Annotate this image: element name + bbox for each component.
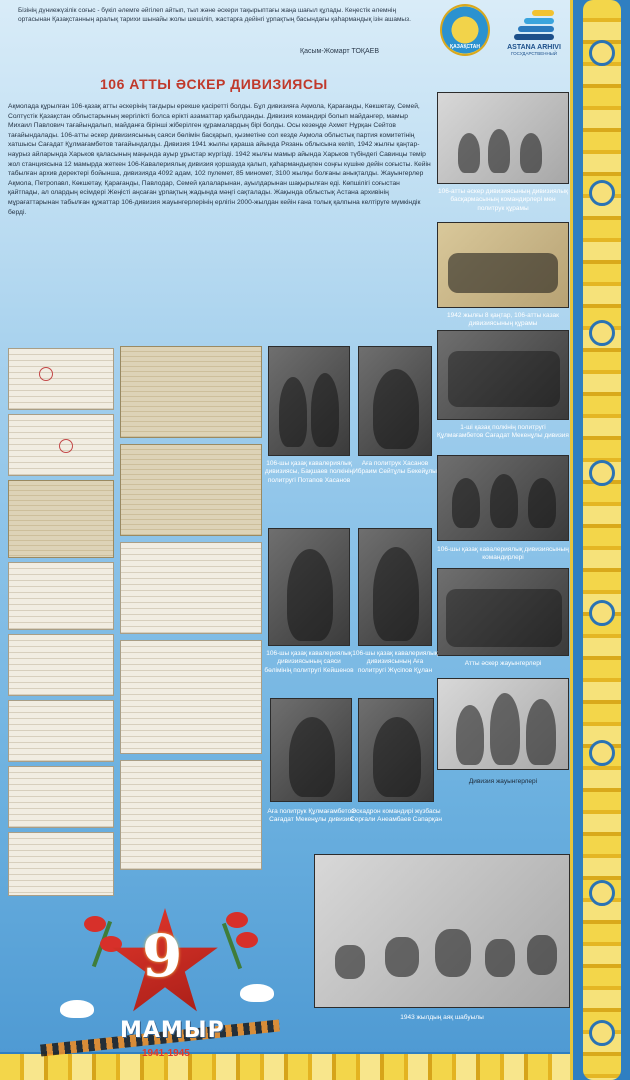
dove-icon: [60, 1000, 94, 1018]
archive-logo: [500, 6, 568, 72]
victory-day-number: 9: [142, 922, 183, 990]
document-scan-6: [8, 700, 114, 762]
photo-group-politruks: [437, 330, 569, 420]
caption-group-politruks: 1-ші қазақ полкінің политругі Құлмағамбетов Сағадат Мекенұлы дивизия: [437, 424, 569, 440]
photo-cavalry-soldiers: [437, 568, 569, 656]
caption-division-soldiers: Дивизия жауынгерлері: [468, 778, 538, 785]
caption-commanders: 106-шы қазақ кавалериялық дивизиясының командирлері: [437, 546, 569, 562]
photo-aneambaev: [358, 698, 434, 802]
document-scan-12: [120, 640, 262, 754]
document-scan-1: [8, 348, 114, 410]
document-scan-2: [8, 414, 114, 476]
victory-day-emblem: [40, 900, 280, 1070]
caption-zhusipov: 106-шы қазақ кавалериялық дивизиясының Аға политругі Жүсіпов Құлан: [352, 650, 438, 674]
ornament-motif: [589, 600, 615, 626]
archive-logo-icon: [514, 6, 554, 42]
ornament-motif: [589, 880, 615, 906]
page-title: 106 АТТЫ ӘСКЕР ДИВИЗИЯСЫ: [100, 76, 328, 92]
photo-keishenov: [268, 528, 350, 646]
document-scan-3: [8, 480, 114, 558]
caption-cavalry-soldiers: Атты әскер жауынгерлері: [464, 660, 542, 667]
photo-potapov: [268, 346, 350, 456]
caption-khasanov: Аға политрук Хасанов Ибраим Сейтұлы Бекейұлы: [353, 460, 437, 476]
caption-aneambaev: Эскадрон командирі жүзбасы Серғали Анеамбаев Сапарқан: [350, 808, 442, 824]
national-emblem: [440, 4, 490, 56]
document-scan-5: [8, 634, 114, 696]
carnation-icon: [84, 916, 106, 932]
caption-division-1942: 1942 жылғы 8 қаңтар, 106-атты казак дивизиясының құрамы: [446, 312, 560, 328]
photo-division-command: [437, 92, 569, 184]
archive-logo-name: ASTANA ARHIVI: [507, 44, 561, 51]
ornament-motif: [589, 40, 615, 66]
archive-logo-subtitle: ГОСУДАРСТВЕННЫЙ: [510, 51, 557, 56]
photo-khasanov: [358, 346, 432, 456]
photo-division-soldiers: [437, 678, 569, 770]
photo-kulmagambetov: [270, 698, 352, 802]
ornament-band: [583, 0, 621, 1080]
photo-commanders: [437, 455, 569, 541]
carnation-icon: [236, 932, 258, 948]
document-scan-11: [120, 542, 262, 634]
document-scan-7: [8, 766, 114, 828]
dove-icon: [240, 984, 274, 1002]
document-scan-4: [8, 562, 114, 630]
ornament-motif: [589, 1020, 615, 1046]
ornament-motif: [589, 740, 615, 766]
document-scan-10: [120, 444, 262, 536]
document-scan-9: [120, 346, 262, 438]
caption-division-command: 106-атты әскер дивизиясының дивизиялық басқармасының командирлері мен политрук құрамы: [438, 188, 568, 212]
photo-division-1942: [437, 222, 569, 308]
document-scan-8: [8, 832, 114, 896]
ornament-motif: [589, 320, 615, 346]
document-scan-13: [120, 760, 262, 870]
victory-day-month: МАМЫР: [120, 1018, 225, 1043]
ornament-motif: [589, 460, 615, 486]
carnation-icon: [226, 912, 248, 928]
article-body: Ақмолада құрылған 106-қазақ атты әскерінің тағдыры ерекше қасіретті болды. Бұл дивизияға Ақмола, Қарағанды, Көкшетау, Семей, Солтүстік Қазақстан облыстарының жергілікті болса ерікті азаматтар қабылданды. Дивизия командирі болып майдангер, мамыр Михаил Павлович тағайындалып, майданға бірінші жіберілген құрамалардың бірі болды. Осы кезеңде Ахмет Нұрқан Сейтов тағайындалады. 106-атты әскер дивизиясының саяси бөлімін басқарып, қызметіне сол кезде Ақмола облыстық партия комитетінің хатшысы Сағадат Құлмағамбетов тағайындалды. Дивизия 1941 жылғы қараша айында Рязань облысына келіп, 1942 жылғы қаңтар-наурыз айларында Харьков қаласының маңында ауыр ұрыстар жүргізді. 1942 жылғы мамыр айында Харьков түбіндегі Савинцы темір жол станциясына 12 мамырда жеткен 106-Кавалериялық дивизия қоршауда қалып, қаһармандықпен соңғы күшіне дейін соғысты. Кейін табылған архив деректері бойынша, дивизияда 4092 адам, 102 пулемет, 85 миномет, 3100 жылқы болғаны анықталды. Жауынгерлер Ақмола, Петропавл, Көкшетау, Қарағанды, Павлодар, Семей қалаларынан, ауылдарынан шақырылған еді. Көпшілігі соғыстан қайтпады, ал олардың есімдері Жеңісті аңсаған ұрпақтың жадында мәңгі сақталады. Жақында облыстық Астана архивінің мұрағаттарынан табылған құжаттар 106-дивизия жауынгерлерінің ерлігін 2000-жылдан кейін ғана толық қалпына келтіруге мүмкіндік берді.: [8, 103, 431, 216]
caption-kulmagambetov: Аға политрук Құлмағамбетов Сағадат Мекенұлы дивизия: [267, 808, 355, 824]
caption-potapov: 106-шы қазақ кавалериялық дивизиясы, Бақшаев полкінің политругі Потапов Хасанов: [264, 460, 354, 484]
emblem-text: ҚАЗАҚСТАН: [450, 44, 480, 50]
right-ornament-border: [570, 0, 630, 1080]
caption-cavalry-attack: 1943 жылдың аяқ шабуылы: [400, 1014, 484, 1021]
ornament-motif: [589, 180, 615, 206]
victory-day-years: 1941-1945: [142, 1048, 190, 1059]
president-quote: Бізінің дүниежүзілік соғыс - бүкіл әлемге әйгілеп айтып, тыл және әскери тақырыптағы жаңа шағыл құлады. Кеңестік әлемнің ортасынан Қазақстанның аралық тарихи шынайы жолы шешіліп, жастарға дейінгі ұрпақтың басындағы қаһармандық ізін ашамыз.: [18, 7, 411, 23]
photo-zhusipov: [358, 528, 432, 646]
photo-cavalry-attack: [314, 854, 570, 1008]
caption-keishenov: 106-шы қазақ кавалериялық дивизиясының саяси бөлімінің политругі Кейшенов: [264, 650, 354, 674]
quote-author: Қасым-Жомарт ТОҚАЕВ: [300, 48, 380, 55]
